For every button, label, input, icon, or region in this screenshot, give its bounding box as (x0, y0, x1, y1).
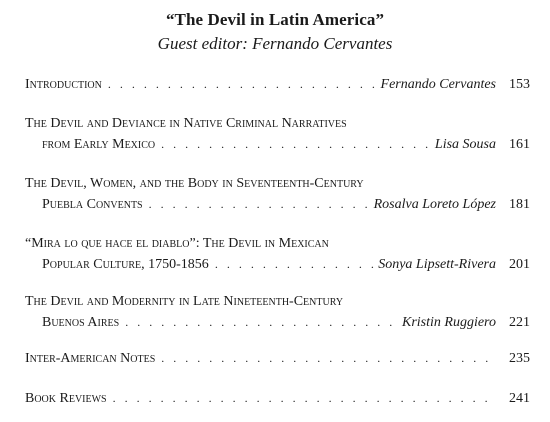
toc-entry-author: Sonya Lipsett-Rivera (378, 257, 496, 272)
toc-entry-author: Kristin Ruggiero (402, 315, 496, 330)
dot-leader (215, 254, 374, 274)
toc-entry-title: Inter-American Notes (25, 351, 156, 366)
dot-leader (161, 348, 492, 368)
toc-entry-page: 161 (509, 137, 530, 152)
issue-title: “The Devil in Latin America” (165, 10, 385, 29)
toc-entry-inter-american-notes (25, 348, 530, 368)
toc-entry-line (25, 194, 530, 214)
toc-entry-page: 181 (509, 197, 530, 212)
toc-entry-line (25, 234, 530, 254)
toc-entry-devil-and-deviance (25, 114, 530, 154)
toc-entry-page: 241 (509, 391, 530, 406)
toc-entry-title-continued: Popular Culture, 1750-1856 (42, 257, 209, 272)
toc-entry-title-continued: Puebla Convents (42, 197, 143, 212)
toc-entry-title: Introduction (25, 77, 102, 92)
toc-entry-mira-lo-que (25, 234, 530, 274)
toc-entry-line (25, 292, 530, 312)
toc-entry-title: The Devil and Deviance in Native Criminal Narratives (25, 116, 347, 131)
toc-entry-title: The Devil, Women, and the Body in Seventeenth-Century (25, 176, 364, 191)
toc-entry-title-continued: from Early Mexico (42, 137, 156, 152)
toc-entry-page: 221 (509, 315, 530, 330)
toc-entry-author: Rosalva Loreto López (373, 197, 496, 212)
dot-leader (113, 388, 492, 408)
toc-entry-title: The Devil and Modernity in Late Nineteenth-Century (25, 294, 344, 309)
toc-entry-line (25, 114, 530, 134)
toc-entry-devil-women-body (25, 174, 530, 214)
toc-entry-line (25, 348, 530, 368)
toc-entry-introduction (25, 74, 530, 94)
toc-entry-line (25, 134, 530, 154)
toc-entry-author: Fernando Cervantes (380, 77, 496, 92)
toc-entry-title-continued: Buenos Aires (42, 315, 120, 330)
toc-entry-title: Book Reviews (25, 391, 107, 406)
toc-entry-title: “Mira lo que hace el diablo”: The Devil in Mexican (25, 236, 329, 251)
toc-entry-page: 235 (509, 351, 530, 366)
dot-leader (125, 312, 398, 332)
toc-entry-author: Lisa Sousa (434, 137, 496, 152)
dot-leader (108, 74, 377, 94)
toc-entry-line (25, 254, 530, 274)
toc-entry-book-reviews (25, 388, 530, 408)
toc-entry-line (25, 174, 530, 194)
dot-leader (149, 194, 370, 214)
dot-leader (161, 134, 431, 154)
toc-entry-line (25, 388, 530, 408)
toc-entry-line (25, 74, 530, 94)
toc-entry-line (25, 312, 530, 332)
toc-entry-page: 201 (509, 257, 530, 272)
toc-entry-devil-and-modernity (25, 292, 530, 332)
toc-entry-page: 153 (509, 77, 530, 92)
guest-editor-line: Guest editor: Fernando Cervantes (157, 34, 393, 53)
